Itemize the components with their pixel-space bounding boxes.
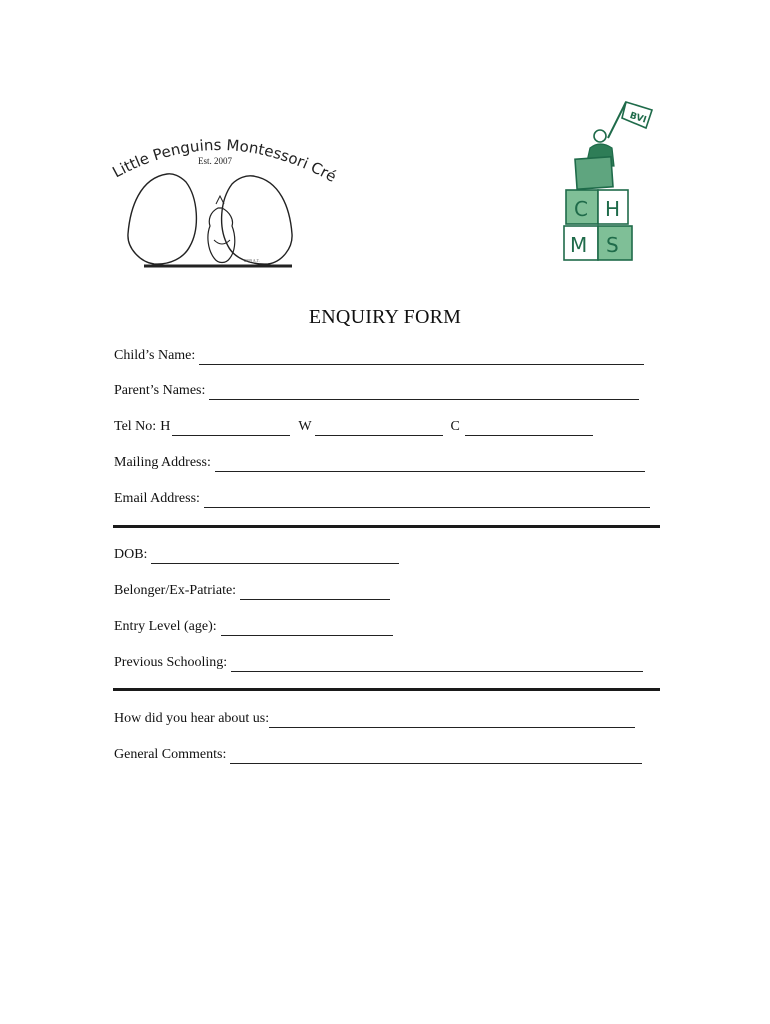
entry-level-label: Entry Level (age): — [114, 619, 217, 634]
tel-no-label: Tel No: — [114, 419, 157, 434]
general-comments-row — [114, 746, 650, 764]
child-name-field[interactable] — [199, 351, 644, 365]
top-block-icon — [575, 157, 613, 189]
parent-names-label: Parent’s Names: — [114, 383, 206, 398]
dob-row — [114, 546, 407, 564]
block-letter-c: C — [574, 197, 588, 221]
tel-no-row — [114, 418, 601, 436]
tel-home-label: H — [160, 419, 171, 434]
block-letter-h: H — [605, 197, 621, 221]
parent-names-row — [114, 382, 647, 400]
tel-home-field[interactable] — [172, 422, 290, 436]
logo-est-text: Est. 2007 — [198, 156, 233, 166]
mailing-address-row — [114, 454, 653, 472]
logo-signature-text: 2009 A.T. — [244, 258, 260, 263]
logo-name-text: Little Penguins Montessori Cré — [110, 138, 340, 186]
chms-blocks-graphic — [550, 94, 662, 270]
previous-schooling-label: Previous Schooling: — [114, 655, 228, 670]
penguins-logo-graphic — [110, 138, 340, 274]
section-divider — [113, 688, 660, 691]
hear-about-field[interactable] — [269, 714, 635, 728]
block-letter-m: M — [570, 233, 588, 257]
mailing-address-label: Mailing Address: — [114, 455, 211, 470]
little-penguins-logo — [110, 138, 340, 274]
mailing-address-field[interactable] — [215, 458, 645, 472]
child-figure-icon — [594, 130, 606, 142]
email-address-field[interactable] — [204, 494, 650, 508]
belonger-row — [114, 582, 398, 600]
entry-level-field[interactable] — [221, 622, 393, 636]
hear-about-row — [114, 710, 643, 728]
previous-schooling-field[interactable] — [231, 658, 643, 672]
chms-blocks-logo — [550, 94, 662, 270]
general-comments-label: General Comments: — [114, 747, 227, 762]
tel-work-field[interactable] — [315, 422, 443, 436]
form-title: ENQUIRY FORM — [308, 306, 462, 328]
child-name-row — [114, 347, 652, 365]
tel-work-label: W — [298, 419, 312, 434]
hear-about-label: How did you hear about us: — [114, 711, 270, 726]
entry-level-row — [114, 618, 401, 636]
dob-field[interactable] — [151, 550, 399, 564]
previous-schooling-row — [114, 654, 651, 672]
tel-cell-field[interactable] — [465, 422, 593, 436]
block-letter-s: S — [606, 233, 619, 257]
belonger-field[interactable] — [240, 586, 390, 600]
email-address-row — [114, 490, 658, 508]
flag-text: BVI — [628, 110, 648, 126]
section-divider — [113, 525, 660, 528]
tel-cell-label: C — [450, 419, 460, 434]
general-comments-field[interactable] — [230, 750, 642, 764]
dob-label: DOB: — [114, 547, 148, 562]
child-name-label: Child’s Name: — [114, 348, 196, 363]
left-penguin-icon — [128, 174, 196, 264]
email-address-label: Email Address: — [114, 491, 200, 506]
belonger-label: Belonger/Ex-Patriate: — [114, 583, 237, 598]
parent-names-field[interactable] — [209, 386, 639, 400]
